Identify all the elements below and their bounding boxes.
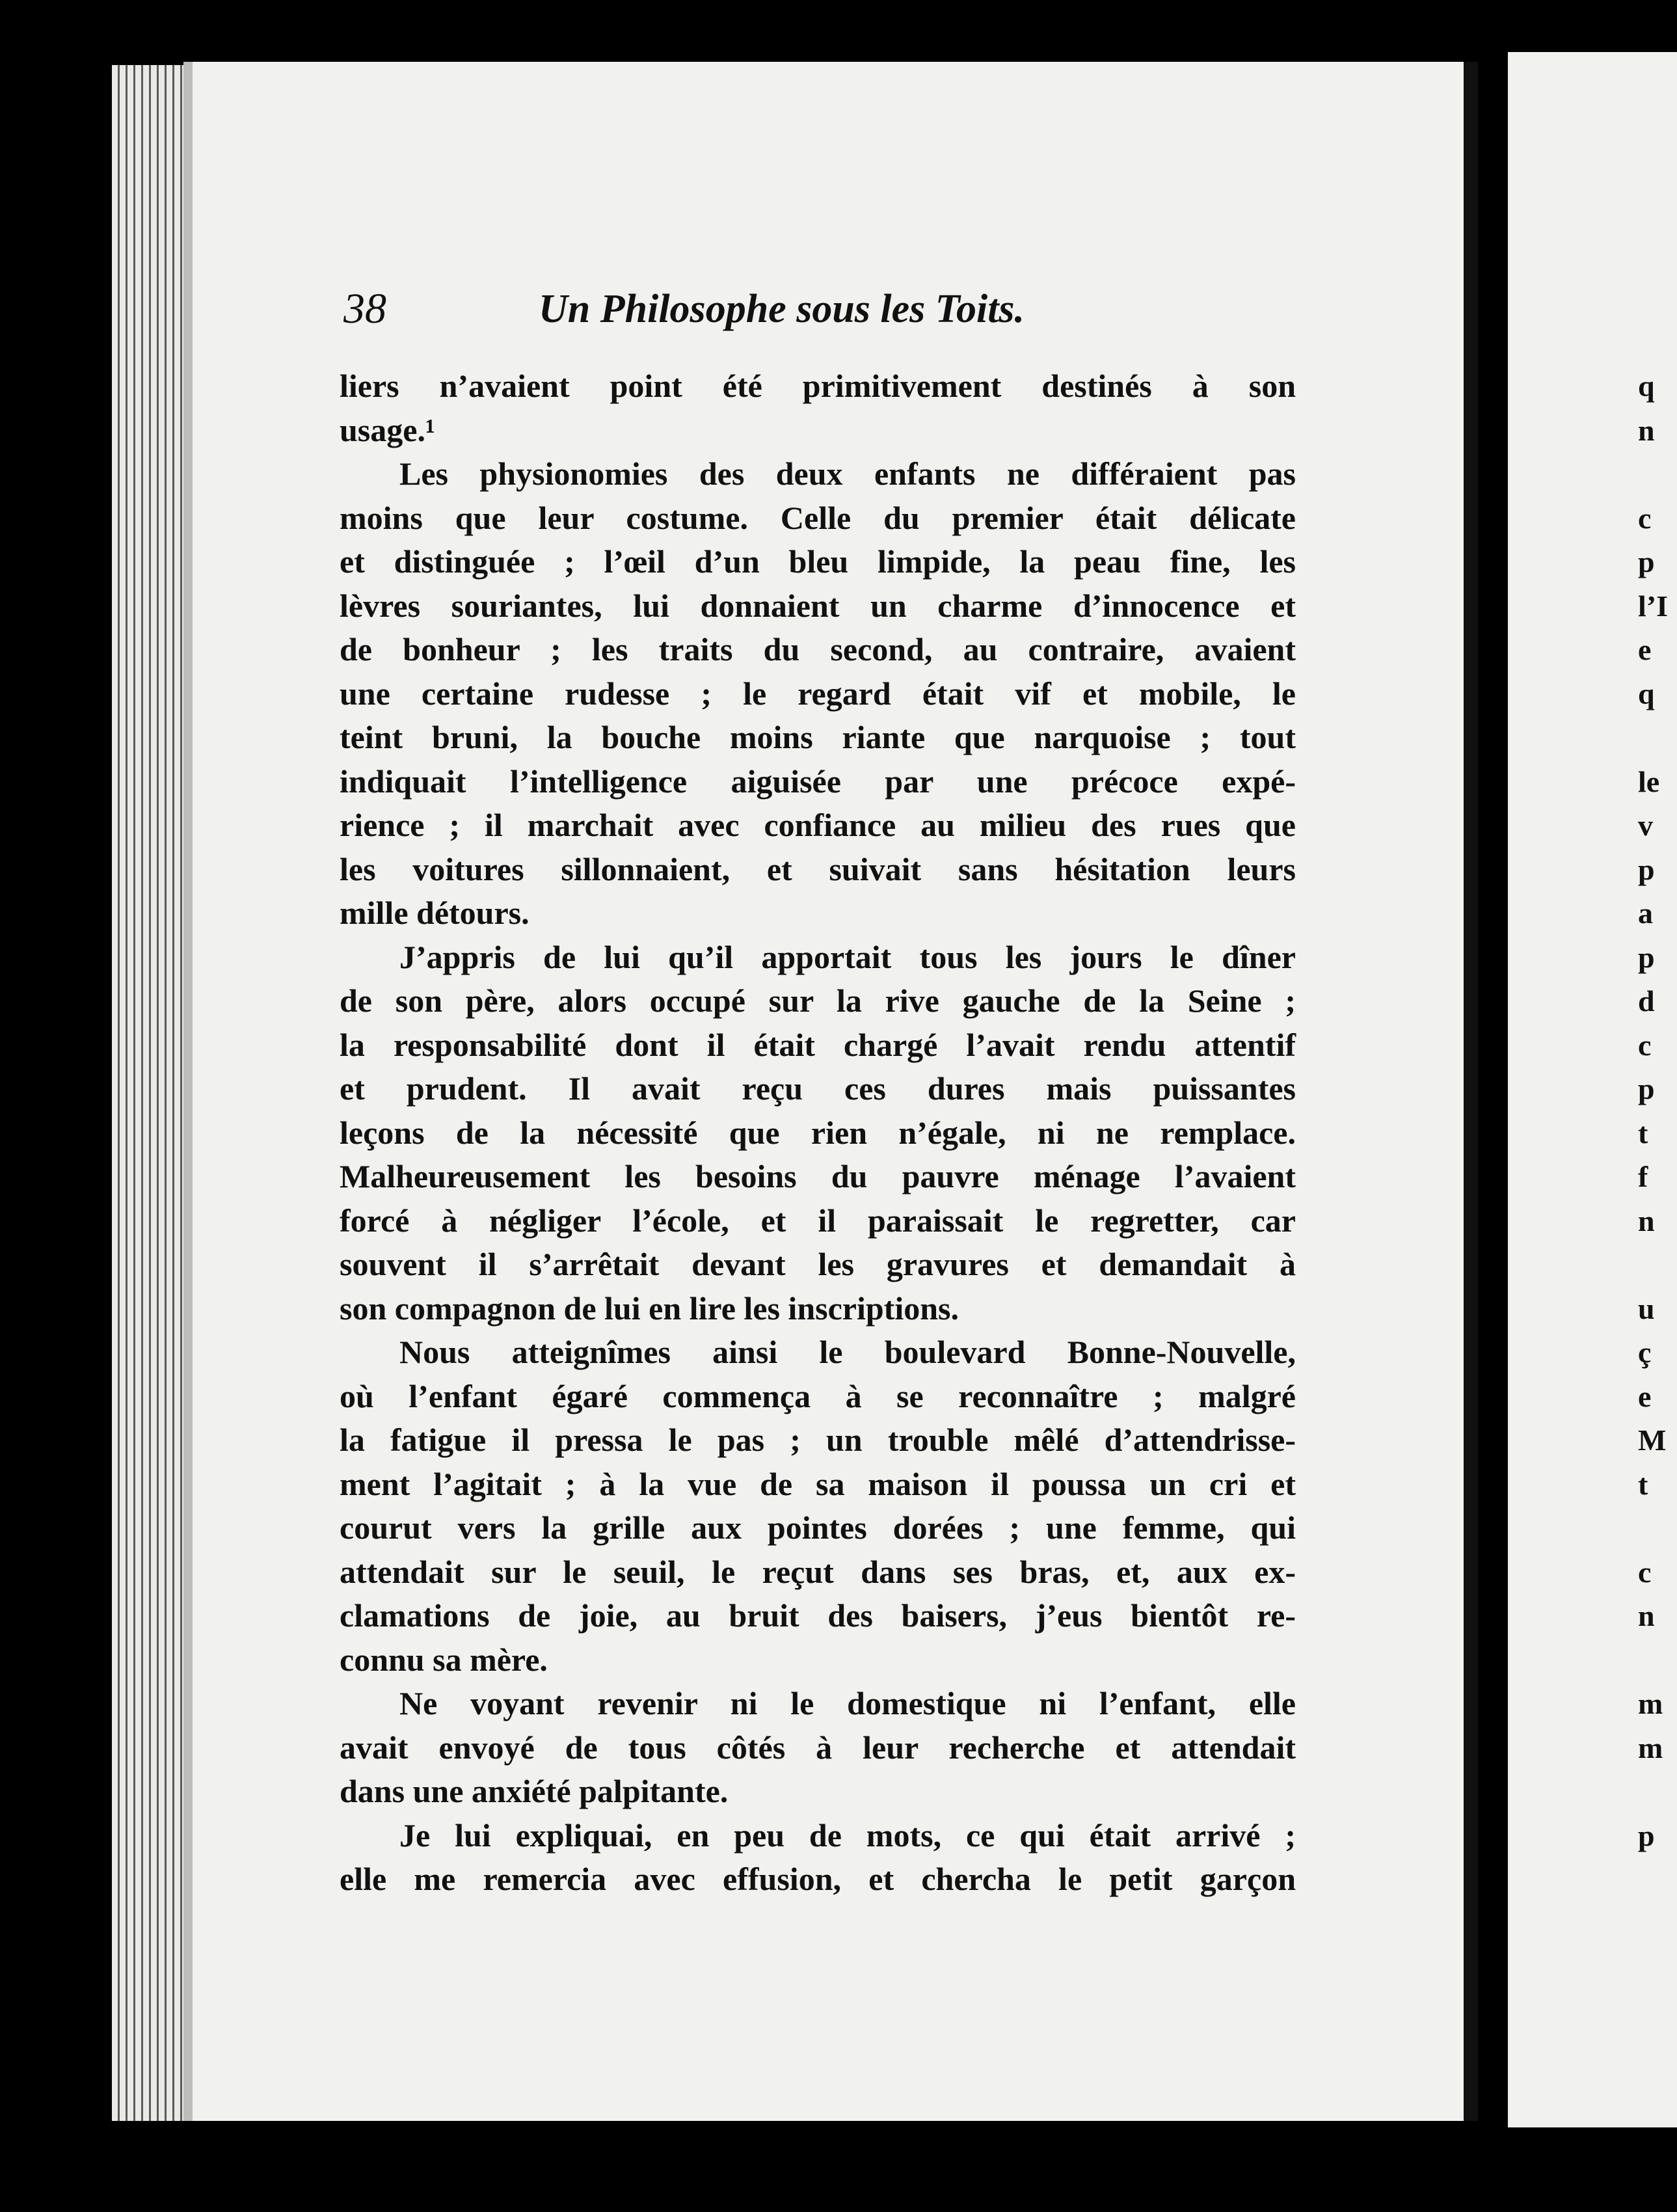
text-line: ment l’agitait ; à la vue de sa maison il poussa un cri et [340, 1465, 1296, 1502]
text-line: une certaine rudesse ; le regard était vif et mobile, le [340, 675, 1296, 712]
fragment: n [1638, 1204, 1655, 1237]
facing-page-fragments [1638, 364, 1677, 1857]
fragment: u [1638, 1291, 1655, 1325]
fragment: c [1638, 1028, 1652, 1062]
fragment: l’I [1638, 589, 1668, 623]
fragment [1638, 1506, 1677, 1550]
text-line: de son père, alors occupé sur la rive gauche de la Seine ; [340, 982, 1296, 1019]
fragment: M [1638, 1423, 1667, 1457]
fragment: e [1638, 633, 1652, 666]
fragment: p [1638, 852, 1655, 886]
fragment: d [1638, 984, 1655, 1018]
fragment: e [1638, 1379, 1652, 1413]
text-line: dans une anxiété palpitante. [340, 1773, 729, 1809]
page-edges [112, 65, 183, 2121]
fragment: n [1638, 413, 1655, 447]
fragment: c [1638, 501, 1652, 535]
text-line: et prudent. Il avait reçu ces dures mais puissantes [340, 1070, 1296, 1107]
fragment: a [1638, 897, 1653, 930]
text-line: de bonheur ; les traits du second, au contraire, avaient [340, 631, 1296, 668]
text-line: avait envoyé de tous côtés à leur recherche et attendait [340, 1729, 1296, 1766]
running-head [343, 273, 1111, 345]
page-number: 38 [343, 285, 386, 332]
text-line: usage.¹ [340, 411, 435, 448]
text-line: la fatigue il pressa le pas ; un trouble mêlé d’attendrisse- [340, 1422, 1296, 1458]
text-line: connu sa mère. [340, 1641, 548, 1678]
text-line: J’appris de lui qu’il apportait tous les jours le dîner [399, 938, 1296, 975]
fragment: n [1638, 1599, 1655, 1632]
text-line: Je lui expliquai, en peu de mots, ce qui était arrivé ; [399, 1816, 1296, 1854]
text-line: elle me remercia avec effusion, et chercha le petit garçon [340, 1861, 1296, 1897]
text-line: la responsabilité dont il était chargé l’avait rendu attentif [340, 1026, 1296, 1063]
book-title: Un Philosophe sous les Toits. [539, 287, 1025, 331]
fragment: m [1638, 1687, 1663, 1720]
fragment: ç [1638, 1336, 1652, 1369]
fragment [1638, 1638, 1677, 1682]
fragment [1638, 716, 1677, 760]
text-line: Les physionomies des deux enfants ne différaient pas [399, 455, 1296, 492]
fragment [1638, 452, 1677, 496]
text-line: clamations de joie, au bruit des baisers, j’eus bientôt re- [340, 1597, 1296, 1634]
fragment: t [1638, 1116, 1648, 1150]
fragment: c [1638, 1555, 1652, 1589]
text-line: où l’enfant égaré commença à se reconnaître ; malgré [340, 1377, 1296, 1414]
fragment [1638, 1243, 1677, 1287]
text-line: moins que leur costume. Celle du premier était délicate [340, 499, 1296, 536]
fragment: v [1638, 809, 1653, 842]
text-line: attendait sur le seuil, le reçut dans ses bras, et, aux ex- [340, 1553, 1296, 1590]
text-line: courut vers la grille aux pointes dorées ; une femme, qui [340, 1509, 1296, 1546]
fragment: p [1638, 1818, 1655, 1852]
fragment: m [1638, 1731, 1663, 1764]
fragment [1638, 1770, 1677, 1814]
fragment: p [1638, 545, 1655, 578]
text-line: et distinguée ; l’œil d’un bleu limpide, la peau fine, les [340, 543, 1296, 580]
fragment: q [1638, 677, 1655, 710]
fragment: p [1638, 1072, 1655, 1105]
fragment: t [1638, 1467, 1648, 1501]
text-line: liers n’avaient point été primitivement destinés à son [340, 368, 1296, 404]
text-line: son compagnon de lui en lire les inscriptions. [340, 1289, 959, 1327]
fragment: q [1638, 370, 1655, 403]
text-line: mille détours. [340, 895, 530, 931]
body-text [340, 364, 1296, 1902]
text-line: Ne voyant revenir ni le domestique ni l’enfant, elle [399, 1685, 1296, 1721]
fragment: le [1638, 764, 1660, 798]
text-line: les voitures sillonnaient, et suivait sans hésitation leurs [340, 850, 1296, 887]
text-line: forcé à négliger l’école, et il paraissait le regretter, car [340, 1202, 1296, 1239]
text-line: lèvres souriantes, lui donnaient un charme d’innocence et [340, 587, 1296, 624]
fragment: f [1638, 1160, 1648, 1193]
text-line: indiquait l’intelligence aiguisée par une précoce expé- [340, 762, 1296, 800]
text-line: Malheureusement les besoins du pauvre ménage l’avaient [340, 1158, 1296, 1194]
text-line: souvent il s’arrêtait devant les gravures et demandait à [340, 1246, 1296, 1282]
text-line: rience ; il marchait avec confiance au milieu des rues que [340, 807, 1296, 843]
text-line: Nous atteignîmes ainsi le boulevard Bonne-Nouvelle, [399, 1334, 1296, 1370]
fragment: p [1638, 940, 1655, 974]
text-line: teint bruni, la bouche moins riante que narquoise ; tout [340, 719, 1296, 755]
text-line: leçons de la nécessité que rien n’égale, ni ne remplace. [340, 1114, 1296, 1151]
